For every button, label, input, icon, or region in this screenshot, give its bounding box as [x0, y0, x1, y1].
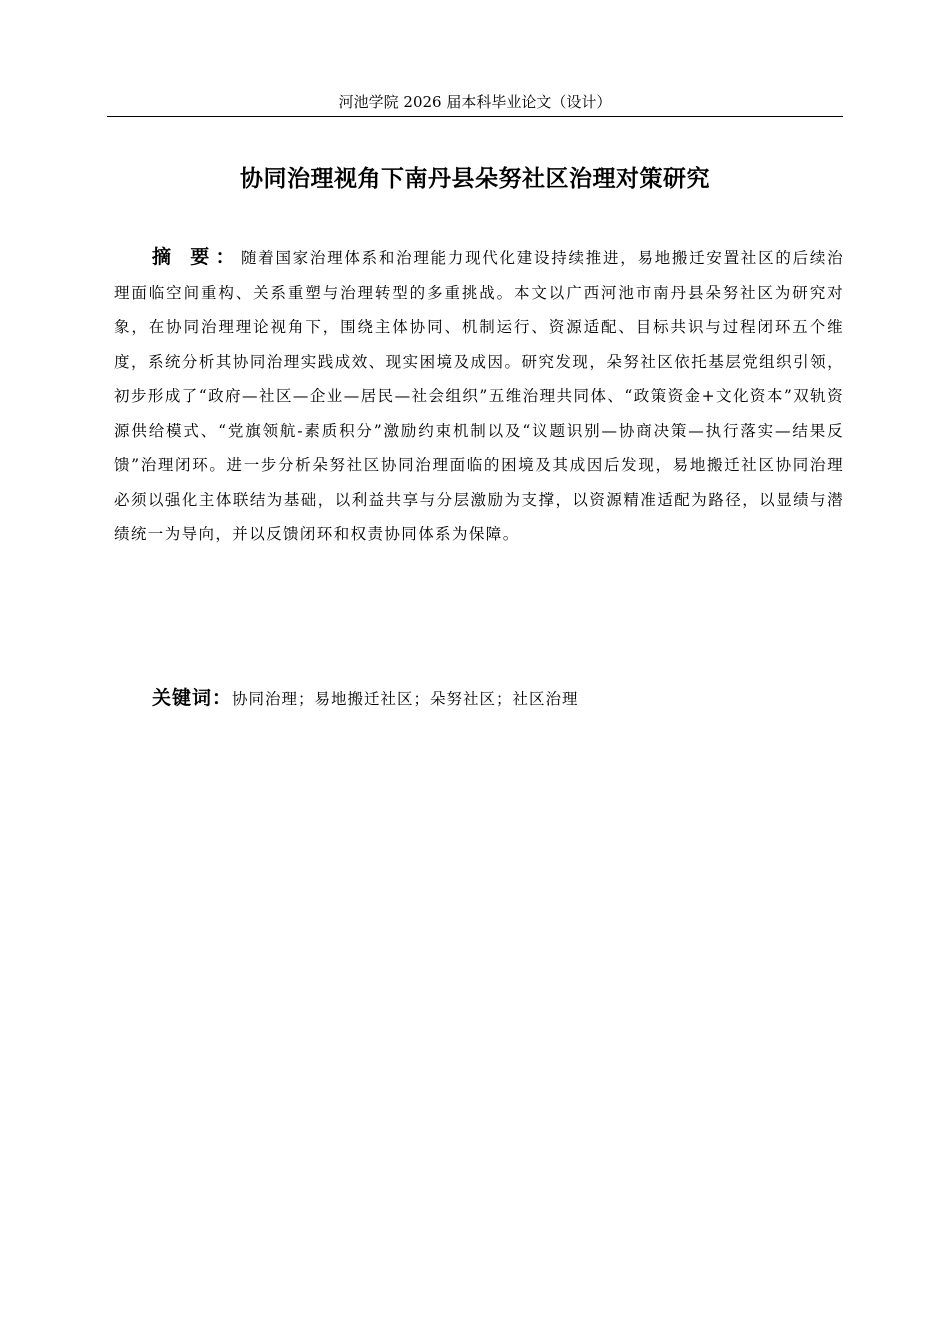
paper-title: 协同治理视角下南丹县朵努社区治理对策研究	[240, 166, 710, 192]
keywords-label: 关键词：	[152, 687, 233, 709]
running-header: 河池学院 2026 届本科毕业论文（设计）	[338, 93, 612, 111]
header-divider	[107, 116, 843, 117]
keywords-text: 协同治理；易地搬迁社区；朵努社区；社区治理	[232, 690, 579, 708]
keywords-line	[152, 682, 842, 715]
abstract-text: 随着国家治理体系和治理能力现代化建设持续推进，易地搬迁安置社区的后续治理面临空间重构、关系重塑与治理转型的多重挑战。本文以广西河池市南丹县朵努社区为研究对象，在协同治理理论视角下，围绕主体协同、机制运行、资源适配、目标共识与过程闭环五个维度，系统分析其协同治理实践成效、现实困境及成因。研究发现，朵努社区依托基层党组织引领，初步形成了“政府—社区—企业—居民—社会组织”五维治理共同体、“政策资金+文化资本”双轨资源供给模式、“党旗领航-素质积分”激励约束机制以及“议题识别—协商决策—执行落实—结果反馈”治理闭环。进一步分析朵努社区协同治理面临的困境及其成因后发现，易地搬迁社区协同治理必须以强化主体联结为基础，以利益共享与分层激励为支撑，以资源精准适配为路径，以显绩与潜绩统一为导向，并以反馈闭环和权责协同体系为保障。	[114, 249, 844, 543]
abstract-label: 摘 要：	[152, 246, 241, 268]
abstract-paragraph	[114, 240, 844, 552]
